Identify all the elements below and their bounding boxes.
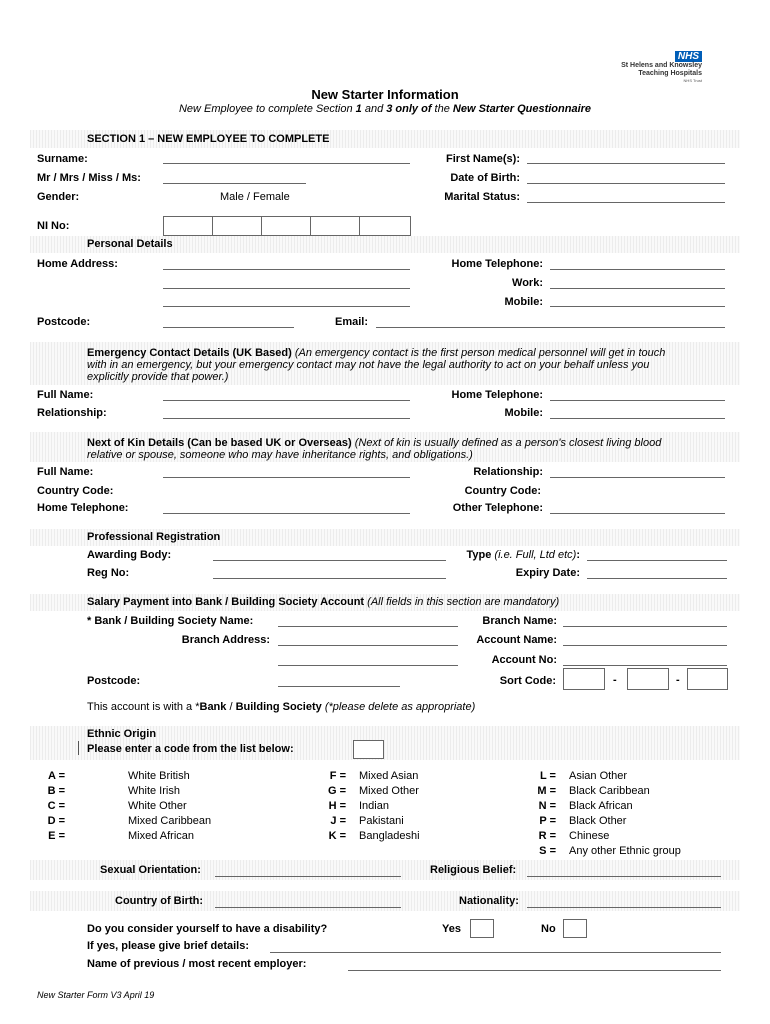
ethnic-code-description: Indian [359, 800, 389, 812]
sort-code-dash-2: - [676, 674, 680, 686]
ethnic-code-description: Mixed Asian [359, 770, 419, 782]
ethnic-code-row [300, 815, 404, 827]
ethnic-code-row [300, 770, 418, 782]
kin-other-tel-label: Other Telephone: [452, 502, 543, 514]
awarding-field[interactable] [213, 560, 446, 561]
ethnic-code-description: Asian Other [569, 770, 628, 782]
type-note: (i.e. Full, Ltd etc) [491, 549, 577, 561]
work-tel-field[interactable] [550, 288, 725, 289]
ethnic-code-description: Black Caribbean [569, 785, 650, 797]
ethnic-code-letter: H = [328, 800, 346, 812]
work-tel-label: Work: [512, 277, 543, 289]
ethnic-code-letter: K = [328, 830, 346, 842]
expiry-label: Expiry Date: [515, 567, 580, 579]
disability-yes-box[interactable] [470, 919, 494, 938]
ethnic-code-description: White Irish [128, 785, 180, 797]
emergency-mobile-field[interactable] [550, 418, 725, 419]
subtitle-and: and [361, 103, 387, 115]
ethnic-code-letter: F = [329, 770, 346, 782]
mobile-field[interactable] [550, 306, 725, 307]
emergency-name-label: Full Name: [37, 389, 94, 401]
ethnic-code-row [510, 785, 650, 797]
professional-heading: Professional Registration [87, 531, 221, 543]
account-type-slash: / [226, 701, 236, 713]
ni-box-3[interactable] [261, 216, 311, 236]
first-names-field[interactable] [527, 163, 725, 164]
emergency-heading: Emergency Contact Details (UK Based) [87, 347, 292, 359]
bank-postcode-field[interactable] [278, 686, 400, 687]
salary-heading-block [87, 596, 559, 608]
kin-other-tel-field[interactable] [550, 513, 725, 514]
emergency-note-3: explicitly provide that power.) [87, 371, 229, 383]
ethnic-code-description: White British [128, 770, 190, 782]
ethnic-code-description: Mixed Other [359, 785, 419, 797]
ethnic-code-letter: J = [330, 815, 346, 827]
ethnic-code-description: Any other Ethnic group [569, 845, 681, 857]
bank-name-label: * Bank / Building Society Name: [87, 615, 254, 627]
religious-belief-field[interactable] [527, 876, 721, 877]
logo-trust: NHS Trust [683, 78, 702, 83]
sort-code-box-1[interactable] [563, 668, 605, 690]
expiry-field[interactable] [587, 578, 727, 579]
disability-details-label: If yes, please give brief details: [87, 940, 250, 952]
surname-field[interactable] [163, 163, 410, 164]
kin-home-tel-label: Home Telephone: [37, 502, 129, 514]
first-names-label: First Name(s): [446, 153, 520, 165]
title-field[interactable] [163, 183, 306, 184]
religious-belief-label: Religious Belief: [430, 864, 517, 876]
emergency-name-field[interactable] [163, 400, 410, 401]
postcode-field[interactable] [163, 327, 294, 328]
sort-code-box-3[interactable] [687, 668, 728, 690]
logo-org-line1: St Helens and Knowsley [621, 62, 702, 69]
sort-code-dash-1: - [613, 674, 617, 686]
marital-field[interactable] [527, 202, 725, 203]
email-label: Email: [335, 316, 369, 328]
kin-relationship-field[interactable] [550, 477, 725, 478]
account-no-field[interactable] [563, 665, 727, 666]
disability-question: Do you consider yourself to have a disability? [87, 923, 328, 935]
account-type-line [87, 701, 475, 713]
ethnic-code-letter: R = [538, 830, 556, 842]
ethnic-code-row [37, 785, 180, 797]
ethnic-code-row [510, 830, 609, 842]
kin-name-label: Full Name: [37, 466, 94, 478]
ethnic-code-letter: P = [539, 815, 556, 827]
ethnic-code-description: Black African [569, 800, 633, 812]
awarding-label: Awarding Body: [87, 549, 172, 561]
branch-name-label: Branch Name: [482, 615, 557, 627]
title-label: Mr / Mrs / Miss / Ms: [37, 172, 141, 184]
marital-label: Marital Status: [444, 191, 520, 203]
subtitle-questionnaire: New Starter Questionnaire [452, 103, 592, 115]
kin-country-code-label: Country Code: [37, 485, 114, 497]
home-tel-label: Home Telephone: [451, 258, 543, 270]
reg-field[interactable] [213, 578, 446, 579]
dob-field[interactable] [527, 183, 725, 184]
kin-heading-block [87, 437, 727, 461]
logo-org-line2: Teaching Hospitals [638, 70, 702, 77]
subtitle-only-of: only of [392, 103, 432, 115]
gender-options[interactable]: Male / Female [220, 191, 290, 203]
emergency-relationship-label: Relationship: [37, 407, 107, 419]
home-address-label: Home Address: [37, 258, 118, 270]
ethnic-code-row [510, 800, 633, 812]
email-field[interactable] [376, 327, 725, 328]
emergency-mobile-label: Mobile: [504, 407, 543, 419]
ni-box-1[interactable] [163, 216, 213, 236]
ethnic-code-description: Pakistani [359, 815, 404, 827]
emergency-note-1: (An emergency contact is the first person medical personnel will get in touch [291, 347, 666, 359]
previous-employer-label: Name of previous / most recent employer: [87, 958, 307, 970]
ethnic-instruction: Please enter a code from the list below: [87, 743, 294, 755]
kin-heading: Next of Kin Details (Can be based UK or Overseas) [87, 437, 352, 449]
bank-postcode-label: Postcode: [87, 675, 141, 687]
ethnic-code-letter: B = [47, 785, 65, 797]
emergency-heading-block [87, 347, 727, 383]
previous-employer-field[interactable] [348, 970, 721, 971]
nhs-trust-logo [602, 50, 702, 83]
subtitle-the: the [431, 103, 453, 115]
ethnic-code-description: Mixed Caribbean [128, 815, 212, 827]
kin-name-field[interactable] [163, 477, 410, 478]
ethnic-heading: Ethnic Origin [87, 728, 157, 740]
ni-label: NI No: [37, 220, 70, 232]
ethnic-code-letter: G = [327, 785, 346, 797]
ethnic-code-description: Chinese [569, 830, 610, 842]
subtitle-text: New Employee to complete Section [178, 103, 356, 115]
ni-box-5[interactable] [359, 216, 411, 236]
ni-box-2[interactable] [212, 216, 262, 236]
account-type-pre: This account is with a * [87, 701, 200, 713]
home-tel-field[interactable] [550, 269, 725, 270]
ethnic-code-letter: N = [538, 800, 556, 812]
salary-note: (All fields in this section are mandatory) [364, 596, 560, 608]
mobile-label: Mobile: [504, 296, 543, 308]
ethnic-margin-bar [78, 741, 79, 755]
postcode-label: Postcode: [37, 316, 91, 328]
sort-code-box-2[interactable] [627, 668, 669, 690]
disability-details-field[interactable] [270, 952, 721, 953]
section1-heading: SECTION 1 – NEW EMPLOYEE TO COMPLETE [87, 133, 330, 145]
country-of-birth-label: Country of Birth: [115, 895, 203, 907]
page-subtitle [0, 103, 770, 115]
salary-heading: Salary Payment into Bank / Building Society Account [87, 596, 365, 608]
type-field[interactable] [587, 560, 727, 561]
kin-relationship-label: Relationship: [473, 466, 543, 478]
subtitle-section-3: 3 [386, 103, 393, 115]
country-of-birth-field[interactable] [215, 907, 401, 908]
emergency-home-tel-field[interactable] [550, 400, 725, 401]
ethnic-code-row [300, 830, 420, 842]
account-type-building-society[interactable]: Building Society [235, 701, 322, 713]
account-type-note: (*please delete as appropriate) [321, 701, 476, 713]
ethnic-code-description: Mixed African [128, 830, 195, 842]
sexual-orientation-field[interactable] [215, 876, 401, 877]
emergency-relationship-field[interactable] [163, 418, 410, 419]
personal-heading: Personal Details [87, 238, 173, 250]
ethnic-code-row [300, 785, 419, 797]
reg-label: Reg No: [87, 567, 130, 579]
surname-label: Surname: [37, 153, 88, 165]
nhs-logo: NHS [675, 51, 702, 62]
address-line-1[interactable] [163, 269, 410, 270]
account-name-field[interactable] [563, 645, 727, 646]
ethnic-code-row [510, 845, 681, 857]
kin-note-1: (Next of kin is usually defined as a person's closest living blood [351, 437, 662, 449]
ethnic-code-letter: A = [47, 770, 65, 782]
type-label [420, 549, 580, 561]
ethnic-code-row [37, 830, 194, 842]
sexual-orientation-label: Sexual Orientation: [100, 864, 201, 876]
ethnic-code-description: Black Other [569, 815, 627, 827]
ethnic-code-letter: L = [539, 770, 556, 782]
branch-name-field[interactable] [563, 626, 727, 627]
account-name-label: Account Name: [476, 634, 557, 646]
ethnic-code-letter: E = [48, 830, 65, 842]
type-label-text: Type [466, 549, 492, 561]
account-type-bank[interactable]: Bank [199, 701, 227, 713]
nationality-field[interactable] [527, 907, 721, 908]
ethnic-code-row [300, 800, 389, 812]
ethnic-code-row [37, 770, 190, 782]
emergency-note-2: with in an emergency, but your emergency contact may not have the legal authority to act on your behalf unless you [87, 359, 650, 371]
address-line-2[interactable] [163, 288, 410, 289]
ethnic-code-description: Bangladeshi [359, 830, 420, 842]
dob-label: Date of Birth: [450, 172, 520, 184]
nationality-label: Nationality: [459, 895, 519, 907]
ethnic-code-letter: S = [539, 845, 556, 857]
ethnic-code-row [37, 800, 187, 812]
ethnic-code-letter: C = [47, 800, 65, 812]
ethnic-code-letter: D = [47, 815, 65, 827]
disability-yes-label: Yes [442, 923, 461, 935]
ethnic-code-box[interactable] [353, 740, 384, 759]
disability-no-label: No [541, 923, 556, 935]
page-title: New Starter Information [311, 87, 459, 102]
ethnic-code-letter: M = [537, 785, 556, 797]
kin-country-code2-label: Country Code: [464, 485, 541, 497]
ethnic-code-row [510, 770, 627, 782]
gender-label: Gender: [37, 191, 80, 203]
ethnic-code-row [510, 815, 626, 827]
address-line-3[interactable] [163, 306, 410, 307]
footer-version: New Starter Form V3 April 19 [37, 990, 155, 1000]
ethnic-code-row [37, 815, 211, 827]
subtitle-section-1: 1 [355, 103, 362, 115]
kin-home-tel-field[interactable] [163, 513, 410, 514]
branch-address-label: Branch Address: [181, 634, 270, 646]
disability-no-box[interactable] [563, 919, 587, 938]
account-no-label: Account No: [491, 654, 557, 666]
emergency-home-tel-label: Home Telephone: [451, 389, 543, 401]
ethnic-code-description: White Other [128, 800, 187, 812]
type-colon: : [576, 549, 580, 561]
kin-note-2: relative or spouse, someone who may have inheritance rights, and obligations.) [87, 449, 473, 461]
ni-box-4[interactable] [310, 216, 360, 236]
sort-code-label: Sort Code: [499, 675, 556, 687]
